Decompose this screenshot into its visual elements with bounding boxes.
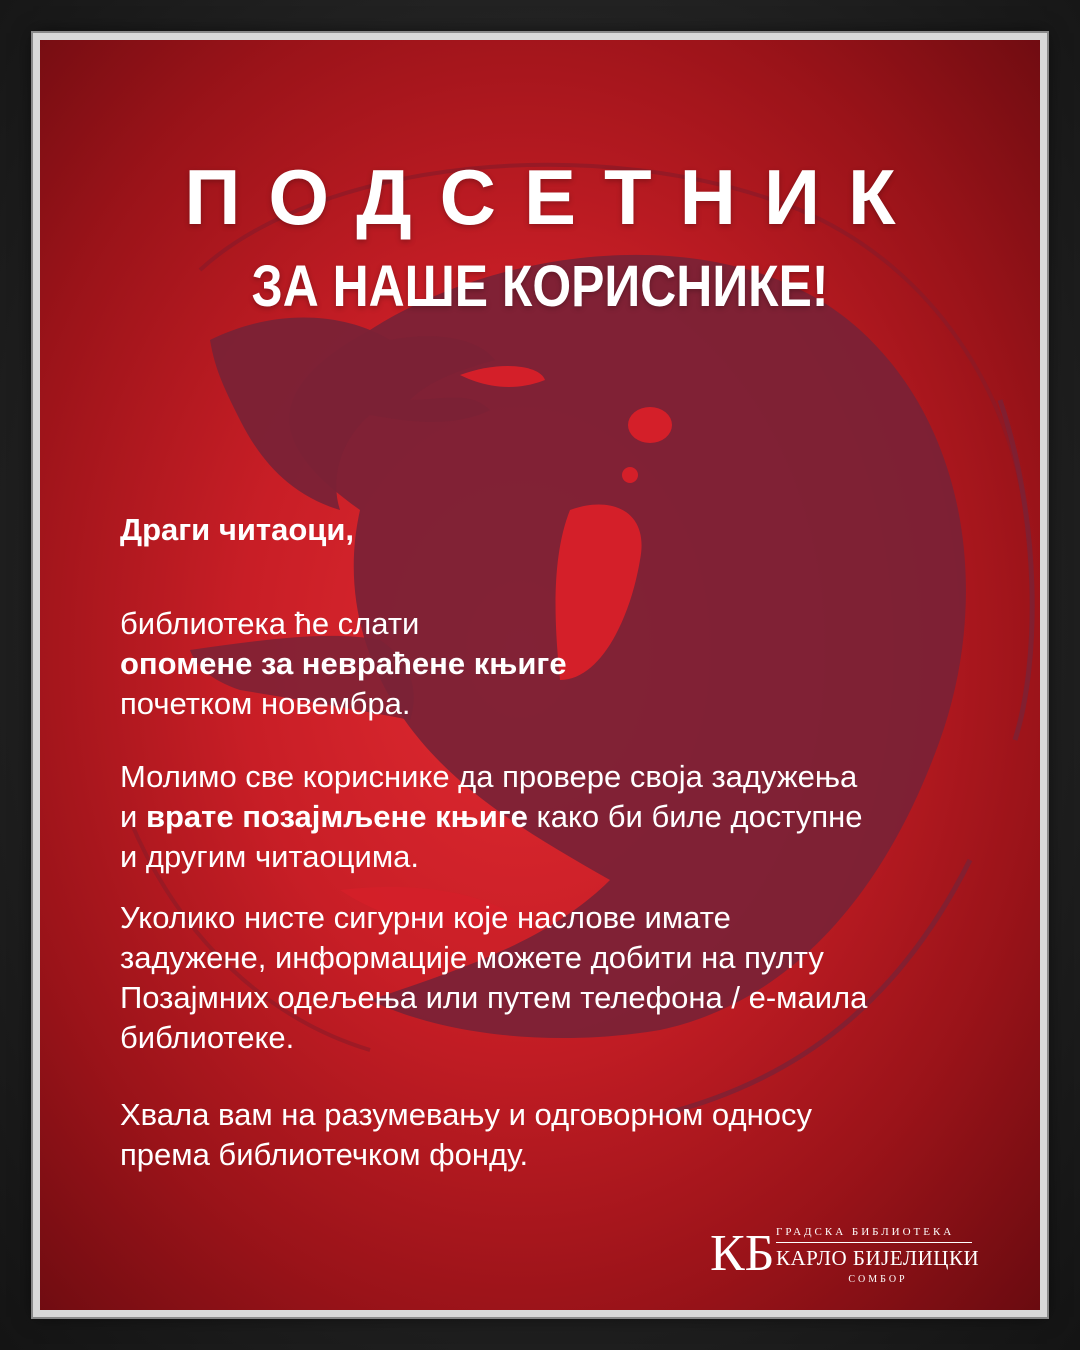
headline-subtitle: ЗА НАШЕ КОРИСНИКЕ!	[251, 254, 829, 319]
paragraph-text-bold: врате позајмљене књиге	[145, 799, 528, 834]
paragraph-line: и другим читаоцима.	[120, 839, 419, 874]
poster-panel	[40, 40, 1040, 1310]
library-logo	[710, 1220, 980, 1290]
logo-library-type: ГРАДСКА БИБЛИОТЕКА	[776, 1226, 955, 1238]
paragraph-line: почетком новембра.	[120, 686, 411, 721]
paragraph-line: Молимо све кориснике да провере своја задужења	[120, 759, 858, 794]
logo-library-name: КАРЛО БИЈЕЛИЦКИ	[776, 1246, 980, 1270]
paragraph-line: Позајмних одељења или путем телефона / е-маила	[120, 980, 868, 1015]
paragraph-line: библиотеке.	[120, 1020, 295, 1055]
notice-paragraph-1	[120, 604, 1000, 724]
paragraph-line-bold: опомене за невраћене књиге	[120, 646, 567, 681]
paragraph-line: Уколико нисте сигурни које наслове имате	[120, 900, 731, 935]
paragraph-text: како би биле доступне	[527, 799, 863, 834]
logo-city: СОМБОР	[848, 1274, 908, 1285]
globe-highlight	[628, 407, 672, 443]
logo-divider	[776, 1242, 972, 1243]
globe-arc	[1000, 400, 1032, 740]
greeting-text: Драги читаоци,	[120, 512, 354, 547]
paragraph-line: Хвала вам на разумевању и одговорном односу	[120, 1097, 812, 1132]
notice-paragraph-2	[120, 757, 1000, 877]
headline-title: ПОДСЕТНИК	[184, 153, 924, 241]
poster-frame	[33, 33, 1047, 1317]
notice-paragraph-3	[120, 898, 1000, 1058]
paragraph-line: према библиотечком фонду.	[120, 1137, 529, 1172]
paragraph-line-mixed	[120, 797, 1000, 837]
paragraph-line: задужене, информације можете добити на пулту	[120, 940, 824, 975]
library-monogram-icon: КБ	[710, 1225, 775, 1282]
paragraph-text: и	[120, 799, 146, 834]
globe-highlight	[622, 467, 638, 483]
paragraph-line: библиотека ће слати	[120, 606, 420, 641]
notice-paragraph-4	[120, 1095, 1000, 1175]
